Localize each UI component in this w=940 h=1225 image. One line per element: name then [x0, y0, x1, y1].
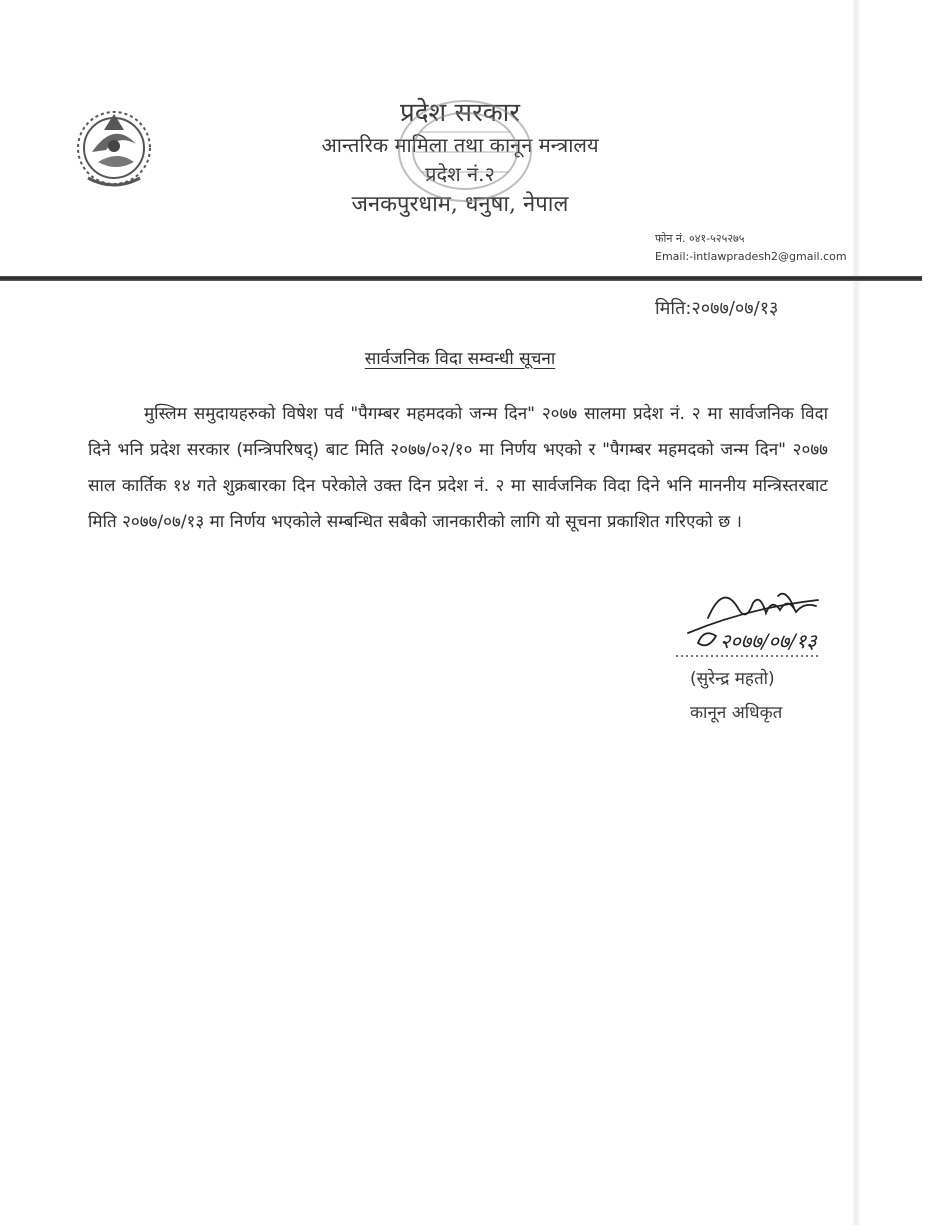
signature-date: २०७७/०७/१३: [720, 629, 817, 653]
notice-date: मिति:२०७७/०७/१३: [655, 298, 779, 319]
letterhead: [250, 96, 670, 222]
ministry-name: आन्तरिक मामिला तथा कानून मन्त्रालय: [321, 133, 599, 157]
phone-number: फोन नं. ०४१-५२५२७५: [655, 232, 745, 245]
province-name: प्रदेश नं.२: [425, 162, 495, 186]
address: जनकपुरधाम, धनुषा, नेपाल: [351, 192, 569, 217]
notice-title-wrapper: [0, 346, 920, 369]
notice-body: मुस्लिम समुदायहरुको विषेश पर्व "पैगम्बर महमदको जन्म दिन" २०७७ सालमा प्रदेश नं. २ मा सार्वजनिक विदा दिने भनि प्रदेश सरकार (मन्त्रिपरिषद्) बाट मिति २०७७/०२/१० मा निर्णय भएको र "पैगम्बर महमदको जन्म दिन" २०७७ साल कार्तिक १४ गते शुक्रबारका दिन परेकोले उक्त दिन प्रदेश नं. २ मा सार्वजनिक विदा दिने भनि माननीय मन्त्रिस्तरबाट मिति २०७७/०७/१३ मा निर्णय भएकोले सम्बन्धित सबैको जानकारीको लागि यो सूचना प्रकाशित गरिएको छ ।: [88, 404, 828, 532]
contact-info: [655, 230, 847, 266]
signature: [668, 578, 848, 678]
header-divider: [0, 276, 922, 281]
nepal-emblem-icon: [68, 100, 160, 192]
email-address: Email:-intlawpradesh2@gmail.com: [655, 250, 847, 263]
government-name: प्रदेश सरकार: [399, 98, 521, 128]
scan-edge: [852, 0, 862, 1225]
notice-title: सार्वजनिक विदा सम्वन्धी सूचना: [364, 349, 556, 369]
signer-name: (सुरेन्द्र महतो): [690, 669, 775, 689]
signer-designation: कानून अधिकृत: [690, 703, 783, 723]
